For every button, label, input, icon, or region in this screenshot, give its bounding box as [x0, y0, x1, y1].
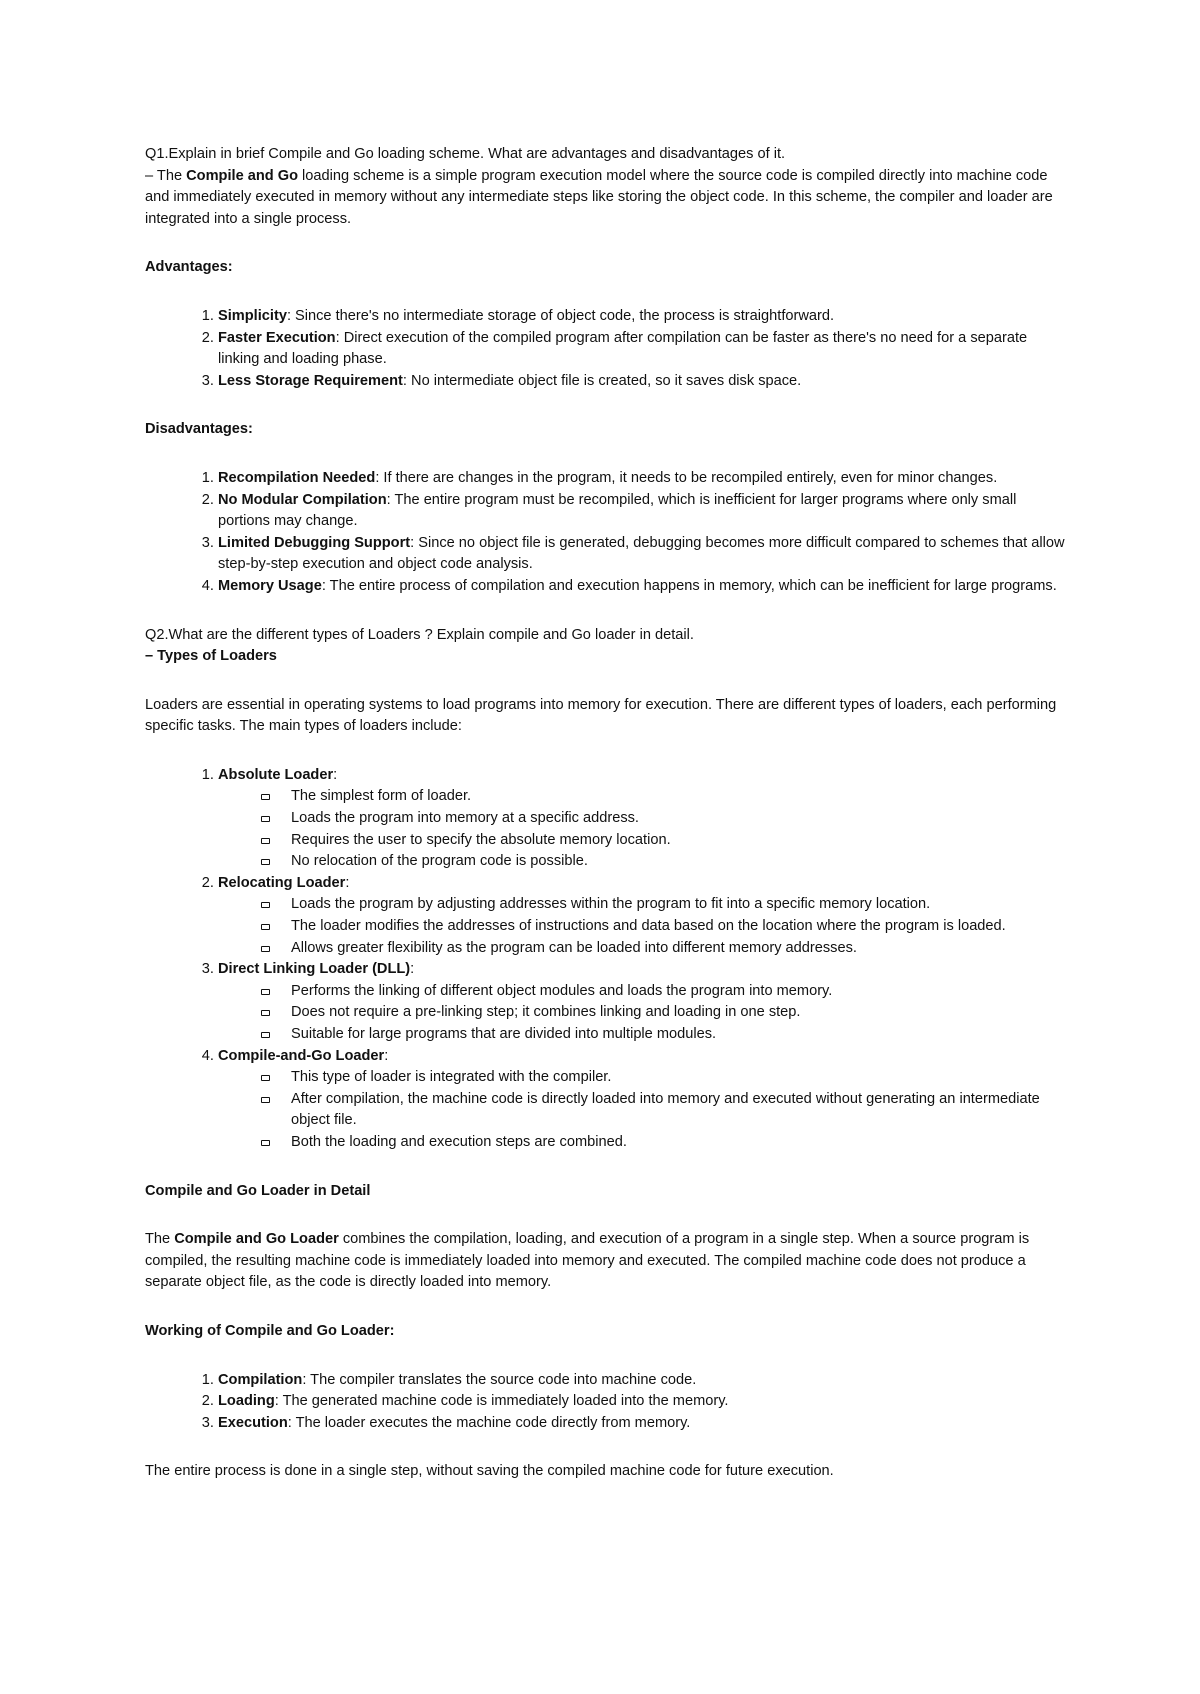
sub-list-item: Allows greater flexibility as the program can be loaded into different memory addresses. — [291, 938, 1065, 960]
sub-list-item: This type of loader is integrated with the compiler. — [291, 1067, 1065, 1089]
sub-list-item: After compilation, the machine code is directly loaded into memory and executed without generating an intermediate object file. — [291, 1089, 1065, 1132]
item-term: Compile-and-Go Loader — [218, 1047, 385, 1064]
item-text: : If there are changes in the program, it needs to be recompiled entirely, even for minor changes. — [375, 469, 998, 486]
list-item — [218, 490, 1065, 533]
document-content — [145, 144, 1065, 1483]
sub-list-item: Does not require a pre-linking step; it combines linking and loading in one step. — [291, 1002, 1065, 1024]
q2-intro: Loaders are essential in operating systems to load programs into memory for execution. There are different types of loaders, each performing specific tasks. The main types of loaders include: — [145, 696, 1057, 735]
sub-list — [218, 1067, 1065, 1153]
sub-list — [218, 981, 1065, 1046]
item-text: : The entire process of compilation and execution happens in memory, which can be inefficient for large programs. — [321, 577, 1057, 594]
item-suffix: : — [410, 961, 415, 978]
list-item — [218, 371, 1065, 393]
item-suffix: : — [345, 874, 350, 891]
item-term: Loading — [218, 1393, 275, 1410]
sub-list-item: The simplest form of loader. — [291, 786, 1065, 808]
item-term: Simplicity — [218, 307, 287, 324]
q1-intro-bold: Compile and Go — [186, 167, 298, 184]
sub-list-item: Loads the program by adjusting addresses within the program to fit into a specific memory location. — [291, 894, 1065, 916]
list-item — [218, 1391, 1065, 1413]
detail-rest: combines the compilation, loading, and execution of a program in a single step. When a source program is compiled, the resulting machine code is immediately loaded into memory and executed. The compiled machine code does not produce a separate object file, as the code is directly loaded into memory. — [145, 1231, 1030, 1291]
item-text: : Since there's no intermediate storage of object code, the process is straightforward. — [286, 307, 835, 324]
item-term: No Modular Compilation — [218, 491, 387, 508]
item-term: Compilation — [218, 1371, 303, 1388]
item-term: Recompilation Needed — [218, 469, 376, 486]
list-item — [218, 533, 1065, 576]
item-term: Execution — [218, 1414, 288, 1431]
item-text: : The generated machine code is immediately loaded into the memory. — [274, 1393, 729, 1410]
item-text: : The loader executes the machine code directly from memory. — [287, 1414, 691, 1431]
item-term: Memory Usage — [218, 577, 322, 594]
q1-question: Q1.Explain in brief Compile and Go loading scheme. What are advantages and disadvantages of it. — [145, 146, 786, 162]
detail-prefix: The — [145, 1231, 175, 1248]
list-item — [218, 328, 1065, 371]
q2-question: Q2.What are the different types of Loaders ? Explain compile and Go loader in detail. — [145, 626, 694, 643]
list-item — [218, 306, 1065, 328]
item-text: : The compiler translates the source code into machine code. — [302, 1371, 697, 1388]
disadvantages-list — [145, 468, 1065, 598]
item-suffix: : — [384, 1047, 389, 1064]
list-item — [218, 468, 1065, 490]
sub-list — [218, 786, 1065, 872]
item-text: : The entire program must be recompiled, which is inefficient for larger programs where only small portions may change. — [218, 491, 1017, 530]
sub-list-item: No relocation of the program code is possible. — [291, 851, 1065, 873]
list-item — [218, 1413, 1065, 1435]
advantages-heading: Advantages: — [145, 259, 233, 276]
sub-list-item: Suitable for large programs that are divided into multiple modules. — [291, 1024, 1065, 1046]
item-text: : Since no object file is generated, debugging becomes more difficult compared to schemes that allow step-by-step execution and object code analysis. — [218, 534, 1065, 573]
list-item — [218, 576, 1065, 598]
sub-list-item: Both the loading and execution steps are combined. — [291, 1132, 1065, 1154]
list-item — [218, 765, 1065, 873]
disadvantages-heading: Disadvantages: — [145, 421, 253, 438]
sub-list-item: Performs the linking of different object modules and loads the program into memory. — [291, 981, 1065, 1003]
sub-list — [218, 894, 1065, 959]
sub-list-item: The loader modifies the addresses of instructions and data based on the location where the program is loaded. — [291, 916, 1065, 938]
list-item — [218, 959, 1065, 1045]
detail-bold: Compile and Go Loader — [174, 1231, 339, 1248]
item-suffix: : — [333, 766, 338, 783]
q1-intro-rest: loading scheme is a simple program execution model where the source code is compiled directly into machine code and immediately executed in memory without any intermediate steps like storing the object code. In this scheme, the compiler and loader are integrated into a single process. — [145, 167, 1053, 227]
sub-list-item: Loads the program into memory at a specific address. — [291, 808, 1065, 830]
q2-subheading: – Types of Loaders — [145, 648, 277, 665]
working-heading: Working of Compile and Go Loader: — [145, 1322, 395, 1339]
item-term: Absolute Loader — [218, 766, 334, 783]
q1-intro-prefix: – The — [145, 167, 187, 184]
list-item — [218, 873, 1065, 959]
loader-types-list — [145, 765, 1065, 1154]
advantages-list — [145, 306, 1065, 392]
item-term: Relocating Loader — [218, 874, 346, 891]
item-term: Faster Execution — [218, 329, 336, 346]
sub-list-item: Requires the user to specify the absolute memory location. — [291, 830, 1065, 852]
item-text: : No intermediate object file is created, so it saves disk space. — [402, 372, 802, 389]
item-term: Less Storage Requirement — [218, 372, 403, 389]
conclusion-paragraph: The entire process is done in a single step, without saving the compiled machine code for future execution. — [145, 1463, 834, 1480]
item-term: Direct Linking Loader (DLL) — [218, 961, 411, 978]
list-item — [218, 1046, 1065, 1154]
item-text: : Direct execution of the compiled program after compilation can be faster as there's no need for a separate linking and loading phase. — [218, 329, 1028, 368]
working-list — [145, 1370, 1065, 1435]
list-item — [218, 1370, 1065, 1392]
detail-heading: Compile and Go Loader in Detail — [145, 1182, 371, 1199]
q1-intro — [145, 166, 1065, 231]
detail-paragraph — [145, 1229, 1065, 1294]
item-term: Limited Debugging Support — [218, 534, 411, 551]
